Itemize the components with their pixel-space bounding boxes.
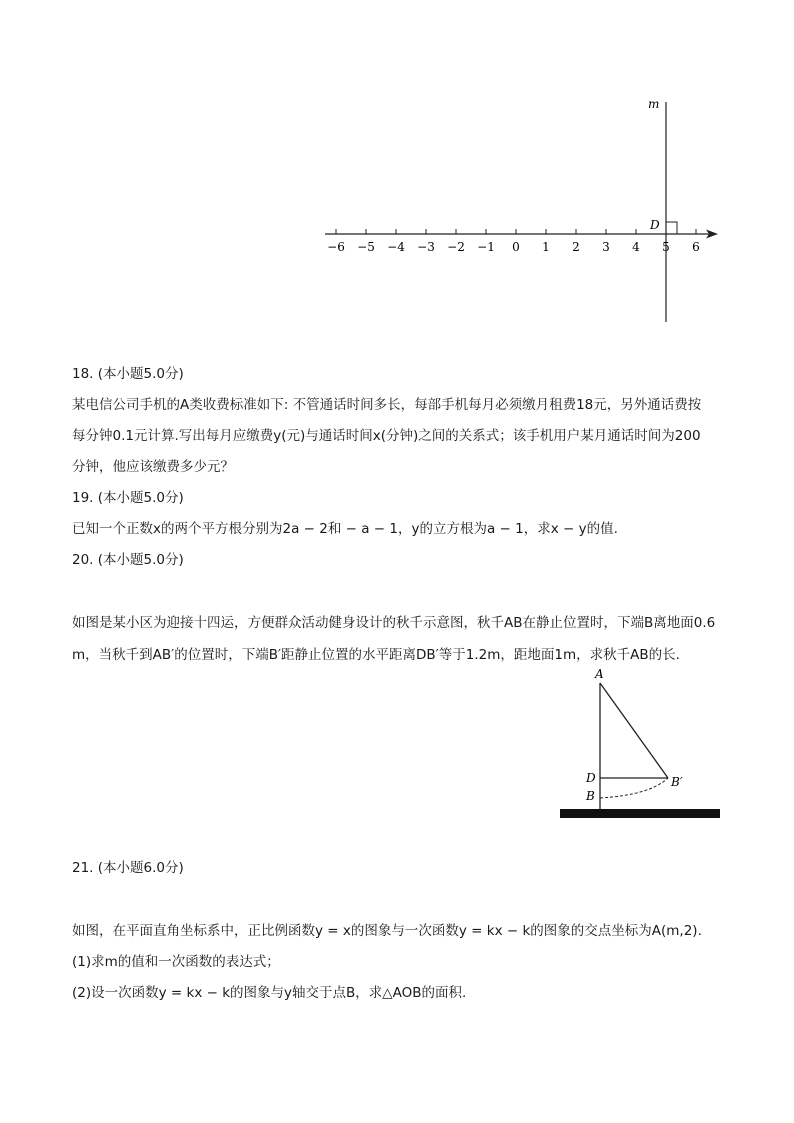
tick-label: −5	[357, 240, 375, 254]
tick-label: 6	[692, 240, 700, 254]
tick-label: 5	[662, 240, 670, 254]
tick-label: 0	[512, 240, 520, 254]
q21-line-3: (2)设一次函数y = kx − k的图象与y轴交于点B，求△AOB的面积.	[72, 985, 467, 1001]
tick-label: −6	[327, 240, 345, 254]
label-B-prime: B′	[671, 775, 683, 789]
q19-header: 19. (本小题5.0分)	[72, 490, 184, 506]
segment-AB-prime	[600, 683, 668, 778]
number-line-figure	[300, 90, 740, 330]
q18-header: 18. (本小题5.0分)	[72, 366, 184, 382]
tick-label: −4	[387, 240, 405, 254]
q21-line-2: (1)求m的值和一次函数的表达式；	[72, 954, 280, 970]
q18-line-1: 某电信公司手机的A类收费标准如下: 不管通话时间多长，每部手机每月必须缴月租费18元，另外通话费按	[72, 397, 702, 413]
swing-arc	[600, 778, 668, 798]
label-m: m	[648, 97, 660, 111]
q20-header: 20. (本小题5.0分)	[72, 552, 184, 568]
q20-line-2: m，当秋千到AB′的位置时，下端B′距静止位置的水平距离DB′等于1.2m，距地面1m，求秋千AB的长.	[72, 647, 680, 663]
label-D: D	[650, 218, 660, 232]
swing-figure	[555, 665, 730, 825]
tick-label: 2	[572, 240, 580, 254]
label-B: B	[586, 789, 595, 803]
tick-label: −2	[447, 240, 465, 254]
tick-label: 3	[602, 240, 610, 254]
label-D-swing: D	[586, 771, 596, 785]
q21-header: 21. (本小题6.0分)	[72, 860, 184, 876]
q18-line-2: 每分钟0.1元计算.写出每月应缴费y(元)与通话时间x(分钟)之间的关系式；该手机用户某月通话时间为200	[72, 428, 701, 444]
right-angle-mark	[666, 222, 677, 234]
label-A: A	[595, 667, 604, 681]
q18-line-3: 分钟，他应该缴费多少元？	[72, 459, 234, 475]
tick-label: 4	[632, 240, 640, 254]
tick-label: −1	[477, 240, 495, 254]
q21-line-1: 如图，在平面直角坐标系中，正比例函数y = x的图象与一次函数y = kx − k的图象的交点坐标为A(m,2).	[72, 923, 702, 939]
q19-line-1: 已知一个正数x的两个平方根分别为2a − 2和 − a − 1，y的立方根为a − 1，求x − y的值.	[72, 521, 618, 537]
tick-label: 1	[542, 240, 550, 254]
ground	[560, 809, 720, 818]
tick-label: −3	[417, 240, 435, 254]
q20-line-1: 如图是某小区为迎接十四运，方便群众活动健身设计的秋千示意图，秋千AB在静止位置时，下端B离地面0.6	[72, 615, 716, 631]
